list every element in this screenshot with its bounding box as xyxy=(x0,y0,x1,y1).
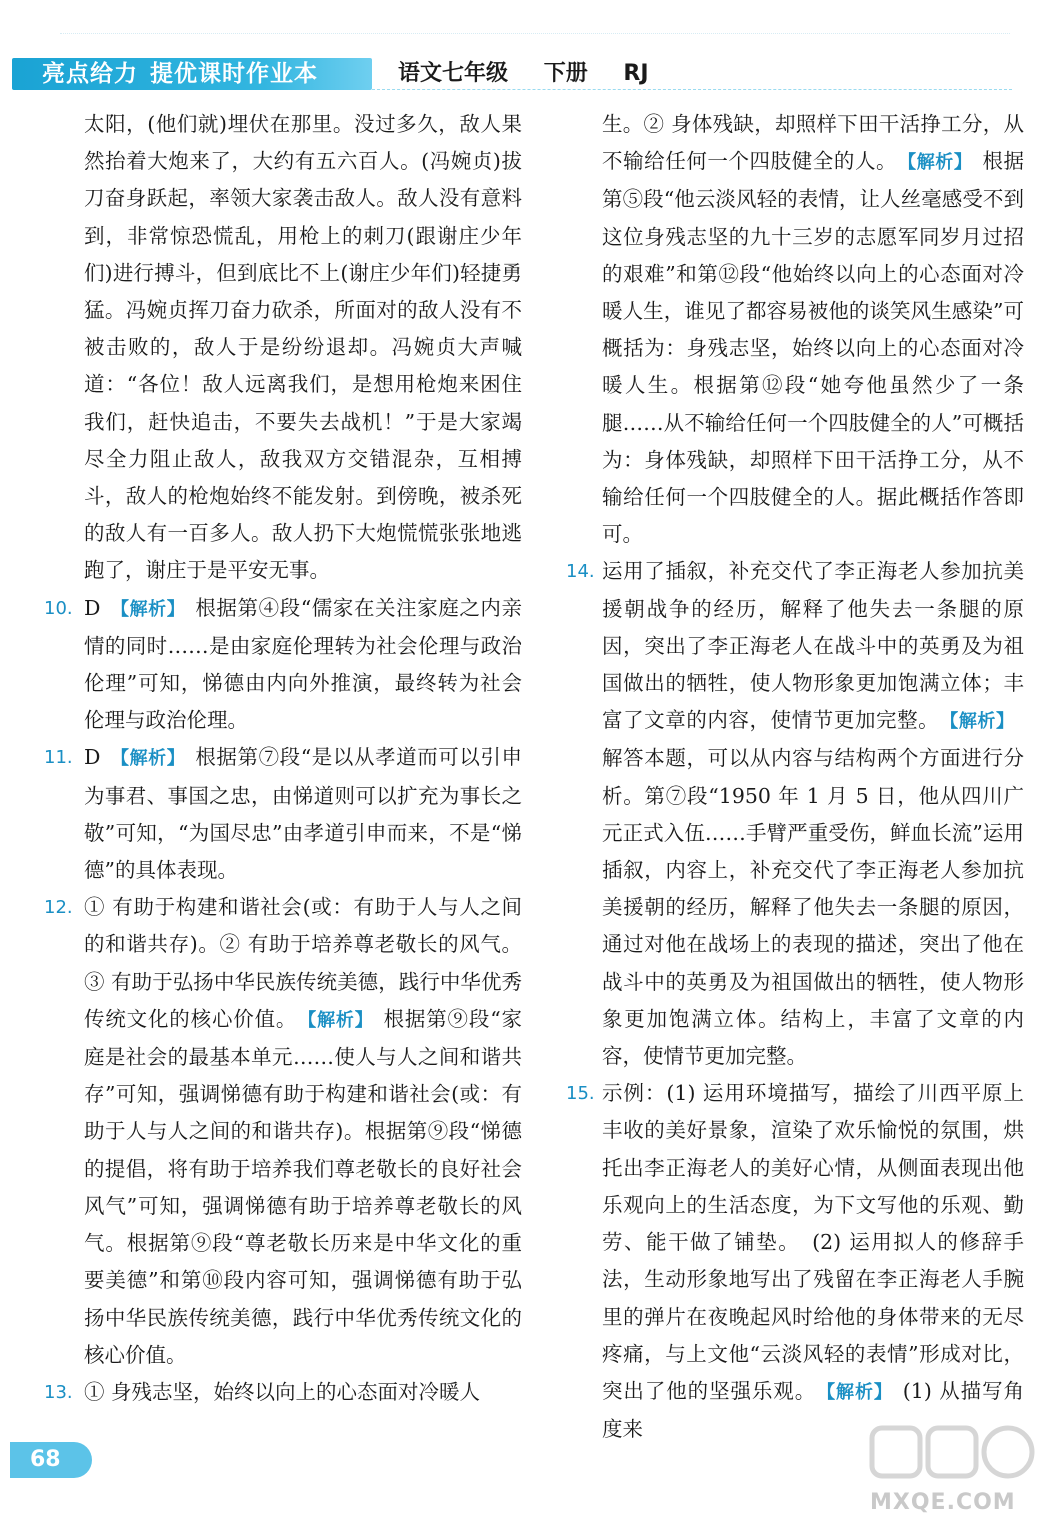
question-13-start xyxy=(44,1374,522,1411)
question-15 xyxy=(566,1075,1024,1448)
question-number: 12. xyxy=(44,897,73,919)
answer-text: 运用了插叙，补充交代了李正海老人参加抗美援朝战争的经历，解释了他失去一条腿的原因，突出了李正海老人在战斗中的英勇及为祖国做出的牺牲，使人物形象更加饱满立体；丰富了文章的内容，使情节更加完整。 xyxy=(602,559,1024,733)
answer-text: ① 有助于构建和谐社会(或：有助于人与人之间的和谐共存)。② 有助于培养尊老敬长的风气。③ 有助于弘扬中华民族传统美德，践行中华优秀传统文化的核心价值。 xyxy=(84,895,522,1031)
volume-label: 下册 xyxy=(543,61,588,86)
question-10 xyxy=(44,590,522,740)
header-divider xyxy=(372,89,1012,90)
answer-text: 示例：(1) 运用环境描写，描绘了川西平原上丰收的美好景象，渲染了欢乐愉悦的氛围，烘托出李正海老人的美好心情，从侧面表现出他乐观向上的生活态度，为下文写他的乐观、勤劳、能干做了铺垫。 (2) 运用拟人的修辞手法，生动形象地写出了残留在李正海老人手腕里的弹片在夜晚起风时给他的身体带来的无尽疼痛，与上文他“云淡风轻的表情”形成对比，突出了他的坚强乐观。 xyxy=(602,1081,1024,1403)
header-top-divider xyxy=(60,33,1010,34)
question-number: 10. xyxy=(44,597,73,619)
series-name: 提优课时作业本 xyxy=(150,61,318,87)
watermark-text: MXQE.COM xyxy=(870,1490,1016,1515)
answer-continuation: 太阳，(他们就)埋伏在那里。没过多久，敌人果然抬着大炮来了，大约有五六百人。(冯婉贞)拔刀奋身跃起，率领大家袭击敌人。敌人没有意料到，非常惊恐慌乱，用枪上的刺刀(跟谢庄少年们)进行搏斗，但到底比不上(谢庄少年们)轻捷勇猛。冯婉贞挥刀奋力砍杀，所面对的敌人没有不被击败的，敌人于是纷纷退却。冯婉贞大声喊道：“各位！敌人远离我们，是想用枪炮来困住我们，赶快追击，不要失去战机！”于是大家竭尽全力阻止敌人，敌我双方交错混杂，互相搏斗，敌人的枪炮始终不能发射。到傍晚，被杀死的敌人有一百多人。敌人扔下大炮慌慌张张地逃跑了，谢庄于是平安无事。 xyxy=(84,112,522,583)
analysis-tag: 【解析】 xyxy=(949,711,1015,733)
analysis-tag: 【解析】 xyxy=(110,598,186,620)
question-number: 14. xyxy=(566,561,595,583)
question-13-continuation xyxy=(566,106,1024,553)
question-14 xyxy=(566,553,1024,1075)
question-11 xyxy=(44,739,522,889)
question-number: 15. xyxy=(566,1083,595,1105)
analysis-text: 根据第④段“儒家在关注家庭之内亲情的同时……是由家庭伦理转为社会伦理与政治伦理”可知，悌德由内向外推演，最终转为社会伦理与政治伦理。 xyxy=(84,595,523,733)
answer-text: 生。② 身体残缺，却照样下田干活挣工分，从不输给任何一个四肢健全的人。 xyxy=(602,112,1024,174)
edition-label: RJ xyxy=(623,61,649,86)
analysis-tag: 【解析】 xyxy=(826,1381,893,1403)
analysis-text: 根据第⑤段“他云淡风轻的表情，让人丝毫感受不到这位身残志坚的九十三岁的志愿军同岁月过招的艰难”和第⑫段“他始终以向上的心态面对冷暖人生，谁见了都容易被他的谈笑风生感染”可概括为：身残志坚，始终以向上的心态面对冷暖人生。根据第⑫段“她夸他虽然少了一条腿……从不输给任何一个四肢健全的人”可概括为：身体残缺，却照样下田干活挣工分，从不输给任何一个四肢健全的人。据此概括作答即可。 xyxy=(602,149,1025,547)
answer-text: D xyxy=(84,745,101,770)
analysis-tag: 【解析】 xyxy=(307,1009,374,1031)
analysis-text: 解答本题，可以从内容与结构两个方面进行分析。第⑦段“1950 年 1 月 5 日，他从四川广元正式入伍……手臂严重受伤，鲜血长流”运用插叙，内容上，补充交代了李正海老人参加抗美援朝的经历，解释了他失去一条腿的原因，通过对他在战场上的表现的描述，突出了他在战斗中的英勇及为祖国做出的牺牲，使人物形象更加饱满立体。结构上，丰富了文章的内容，使情节更加完整。 xyxy=(602,746,1024,1069)
analysis-text: (1) 从描写角度来 xyxy=(602,1378,1025,1442)
analysis-text: 根据第⑦段“是以从孝道而可以引申为事君、事国之忠，由悌道则可以扩充为事长之敬”可知，“为国尽忠”由孝道引申而来，不是“悌德”的具体表现。 xyxy=(84,745,523,883)
subject-grade: 语文七年级 xyxy=(398,61,509,86)
question-number: 13. xyxy=(44,1381,73,1403)
answer-text: ① 身残志坚，始终以向上的心态面对冷暖人 xyxy=(84,1379,481,1404)
left-column xyxy=(44,106,522,1411)
question-12 xyxy=(44,889,522,1374)
header-subject xyxy=(398,58,677,90)
question-number: 11. xyxy=(44,747,73,769)
header-brand xyxy=(42,58,318,90)
answer-text: D xyxy=(84,595,101,620)
analysis-text: 根据第⑨段“家庭是社会的最基本单元……使人与人之间和谐共存”可知，强调悌德有助于构建和谐社会(或：有助于人与人之间的和谐共存)。根据第⑨段“悌德的提倡，将有助于培养我们尊老敬长的良好社会风气”可知，强调悌德有助于培养尊老敬长的风气。根据第⑨段“尊老敬长历来是中华文化的重要美德”和第⑩段内容可知，强调悌德有助于弘扬中华民族传统美德，践行中华优秀传统文化的核心价值。 xyxy=(84,1006,523,1367)
analysis-tag: 【解析】 xyxy=(110,748,186,770)
page-header xyxy=(0,0,1051,96)
page-number: 68 xyxy=(30,1447,61,1472)
right-column xyxy=(566,106,1024,1448)
analysis-tag: 【解析】 xyxy=(907,152,973,174)
brand-name: 亮点给力 xyxy=(42,61,138,87)
